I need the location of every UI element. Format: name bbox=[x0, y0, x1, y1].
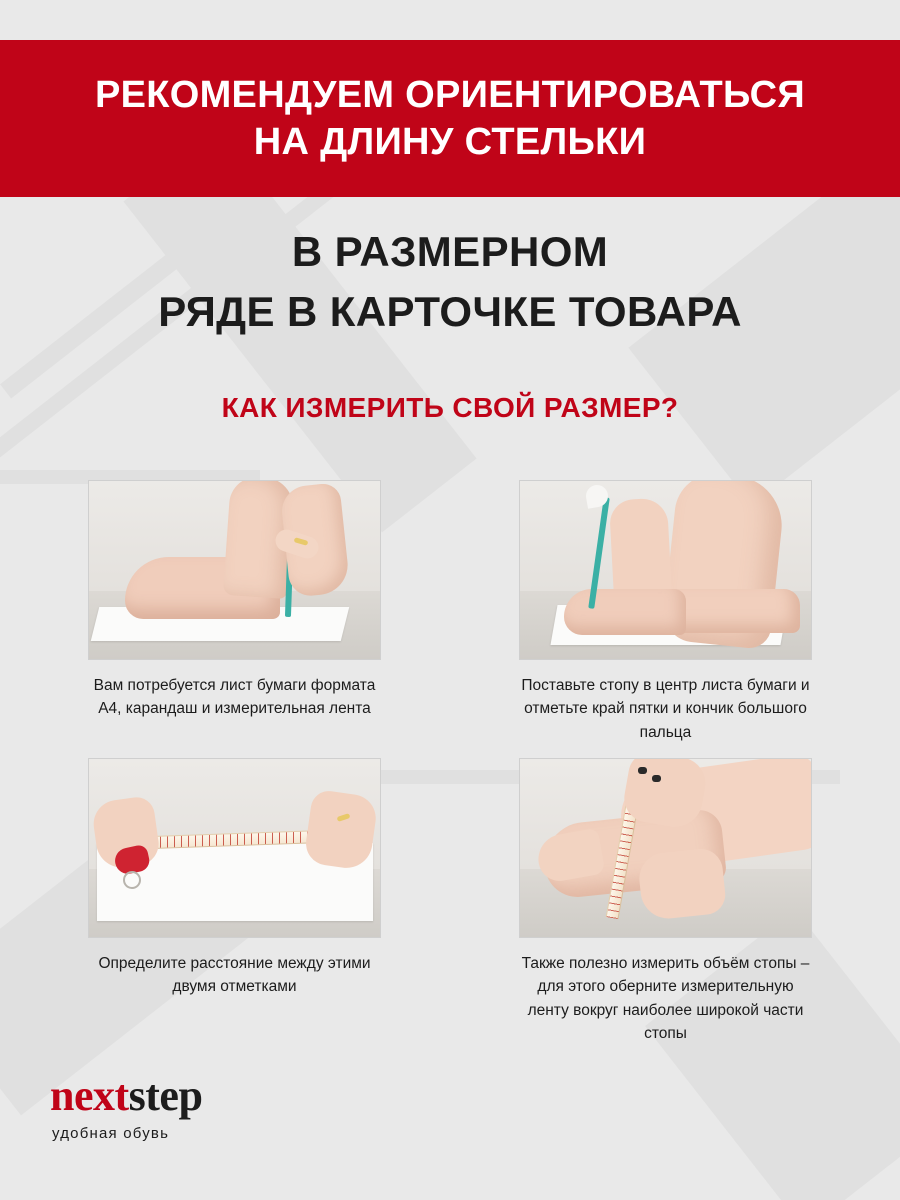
banner-text bbox=[65, 72, 835, 165]
step-4-photo bbox=[519, 758, 812, 938]
step-2-caption: Поставьте стопу в центр листа бумаги и отметьте край пятки и кончик большого пальца bbox=[521, 677, 810, 741]
step-4-caption: Также полезно измерить объём стопы – для этого оберните измерительную ленту вокруг наиболее широкой части стопы bbox=[521, 955, 810, 1042]
headline-line-2: РЯДЕ В КАРТОЧКЕ ТОВАРА bbox=[158, 287, 742, 335]
headline-line-1: В РАЗМЕРНОМ bbox=[291, 228, 609, 275]
step-1-photo bbox=[88, 480, 381, 660]
banner-line-2: НА ДЛИНУ СТЕЛЬКИ bbox=[253, 120, 647, 163]
logo-step-text: step bbox=[128, 1071, 203, 1120]
step-3 bbox=[88, 758, 381, 1045]
step-2 bbox=[519, 480, 812, 758]
step-1-caption: Вам потребуется лист бумаги формата А4, карандаш и измерительная лента bbox=[93, 677, 376, 718]
step-1 bbox=[88, 480, 381, 758]
subheadline: КАК ИЗМЕРИТЬ СВОЙ РАЗМЕР? bbox=[221, 392, 679, 423]
steps-grid bbox=[88, 480, 812, 1045]
step-2-photo bbox=[519, 480, 812, 660]
logo-tagline: удобная обувь bbox=[52, 1125, 170, 1142]
banner-line-1: РЕКОМЕНДУЕМ ОРИЕНТИРОВАТЬСЯ bbox=[94, 74, 806, 117]
top-banner bbox=[0, 40, 900, 197]
brand-logo bbox=[50, 1070, 202, 1142]
logo-next-text: next bbox=[50, 1071, 129, 1120]
page-title bbox=[0, 222, 900, 341]
step-3-photo bbox=[88, 758, 381, 938]
step-3-caption: Определите расстояние между этими двумя отметками bbox=[98, 955, 371, 996]
step-4 bbox=[519, 758, 812, 1045]
